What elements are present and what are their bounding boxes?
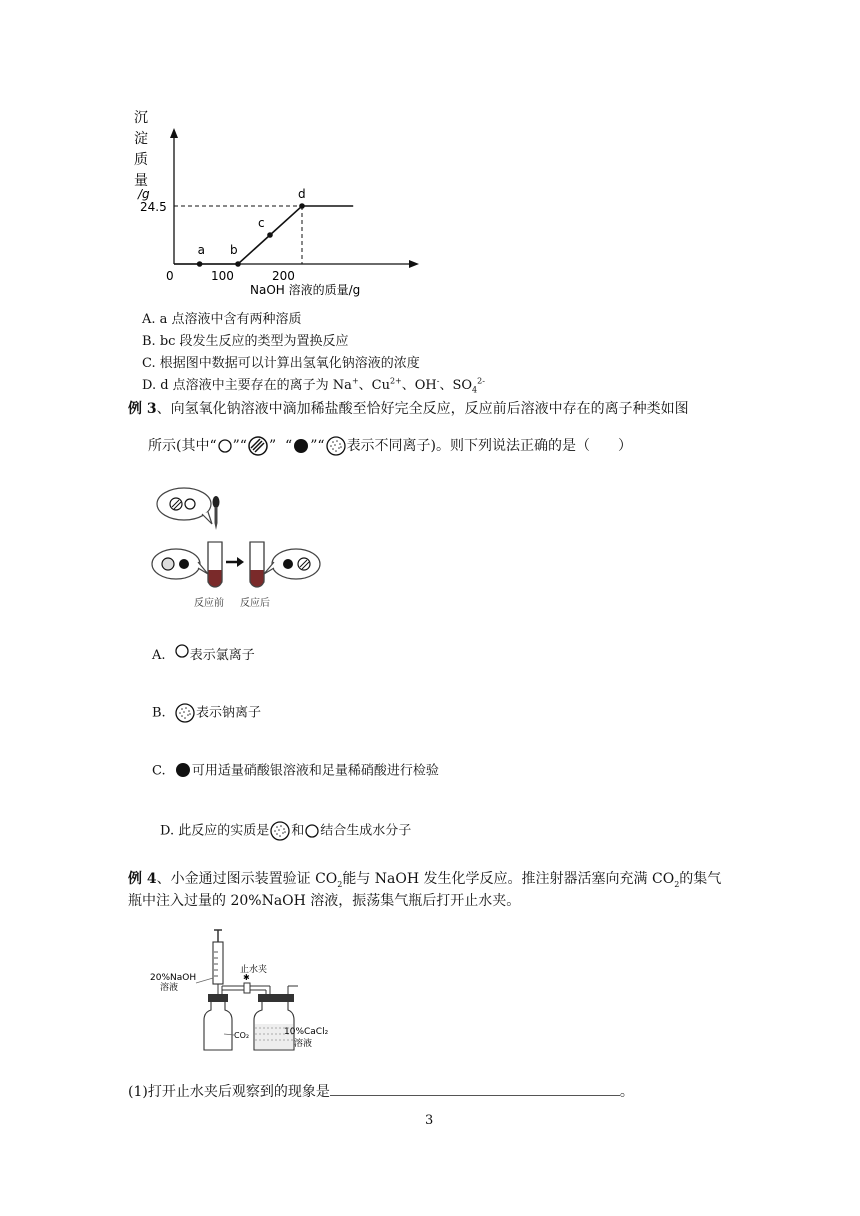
ex2-option-a: A. a 点溶液中含有两种溶质 [142,312,302,327]
x-tick-100: 100 [211,269,234,283]
ex3-option-b-text: 表示钠离子 [195,705,261,721]
clamp-icon: ✱ [243,973,250,982]
ex3-label: 例 3 [128,401,157,417]
point-label-c: c [258,216,265,230]
cacl2-label-2: 溶液 [294,1039,313,1049]
naoh-label-1: 20%NaOH [150,973,197,983]
co2-subscript-1: 2 [337,879,343,889]
dotted-circle-icon [325,435,347,457]
solid-circle-icon [292,437,310,455]
ex3-stem2-b: 表示不同离子)。则下列说法正确的是（ ） [346,438,633,454]
ex3-option-c-text: 可用适量硝酸银溶液和足量稀硝酸进行检验 [191,763,439,779]
bubble-open-ion [185,499,195,509]
y-label-3: 质 [134,152,148,168]
so4-subscript: 4 [472,385,478,395]
co2-label: CO₂ [234,1031,250,1040]
right-stopper [258,994,294,1002]
y-tick-label: 24.5 [140,200,167,214]
dotted-circle-icon [269,820,291,842]
left-bottle [204,1002,232,1050]
ex2-option-d-so: 、SO [439,378,473,393]
after-solid-ion [283,559,293,569]
ex4-question-1 [128,1081,634,1102]
after-hatched-ion [298,558,310,570]
label-after: 反应后 [240,598,270,609]
answer-blank[interactable] [330,1081,620,1096]
left-stopper [208,994,228,1002]
ex2-option-d-prefix: D. d 点溶液中主要存在的离子为 Na [142,378,352,393]
quote-close-3: ” [310,438,318,454]
precipitate-chart [120,100,420,300]
y-label-5: /g [138,187,150,201]
point-label-d: d [298,187,306,201]
clamp [244,983,250,993]
ex3-stem-line2 [148,435,632,457]
open-circle-icon [304,823,320,839]
point-label-a: a [197,243,205,257]
ex3-option-d-text: 结合生成水分子 [320,823,412,839]
y-label-1: 沉 [134,110,148,126]
ex2-option-b: B. bc 段发生反应的类型为置换反应 [142,334,349,349]
label-before: 反应前 [194,598,224,609]
hatched-circle-icon [247,435,269,457]
ex3-option-c [152,762,439,781]
naoh-label-2: 溶液 [160,983,179,993]
dropper-bulb [213,496,220,508]
co2-subscript-2: 2 [674,879,680,889]
ex4-q1-end: 。 [619,1084,634,1100]
cu-charge: 2+ [389,376,402,386]
ex3-option-c-prefix: C. [152,763,166,779]
chart-svg [120,100,420,300]
ex4-stem1b: 能与 NaOH 发生化学反应。推注射器活塞向充满 CO [342,871,675,887]
solid-circle-icon [174,762,192,780]
ex3-option-d [160,820,411,842]
clamp-label: 止水夹 [240,965,268,975]
ex2-option-d-cu: 、Cu [358,378,390,393]
before-bubble [152,549,200,579]
ex4-stem1: 、小金通过图示装置验证 CO [156,871,338,887]
ex4-stem1c: 的集气 [679,871,722,887]
x-axis-arrow [409,260,419,268]
quote-open-3: “ [285,438,293,454]
x-axis-label: NaOH 溶液的质量/g [250,283,361,297]
x-tick-200: 200 [272,269,295,283]
page-number: 3 [425,1113,434,1128]
cacl2-label-1: 10%CaCl₂ [284,1027,329,1037]
reaction-figure-svg [150,482,330,612]
quote-open-2: “ [239,438,247,454]
y-label-2: 淀 [134,131,148,147]
dotted-circle-icon [174,702,196,724]
ex3-option-d-prefix: D. 此反应的实质是 [160,823,270,839]
quote-open-4: “ [317,438,325,454]
point-a [197,261,203,267]
reaction-arrow [237,557,244,567]
y-label-4: 量 [134,173,148,189]
apparatus-figure [148,928,348,1058]
ex2-option-d-oh: 、OH [401,378,437,393]
point-c [267,232,273,238]
quote-close-2: ” [268,438,277,454]
apparatus-svg [148,928,348,1058]
bubble-hatched-ion [170,498,182,510]
open-circle-icon [174,644,190,660]
x-tick-0: 0 [166,269,174,283]
syringe-barrel [213,942,223,984]
before-dotted-ion [162,558,174,570]
y-axis-arrow [170,128,178,138]
ex4-stem-line1 [128,869,721,889]
ex2-option-c: C. 根据图中数据可以计算出氢氧化钠溶液的浓度 [142,356,420,371]
before-solid-ion [179,559,189,569]
ex3-option-a [152,644,255,665]
ex3-stem1: 、向氢氧化钠溶液中滴加稀盐酸至恰好完全反应，反应前后溶液中存在的离子种类如图 [156,401,689,417]
ex3-option-d-and: 和 [291,823,305,839]
so4-charge: 2- [477,376,485,386]
ex3-stem-line1 [128,399,689,419]
ex4-q1-text: (1)打开止水夹后观察到的现象是 [128,1084,330,1100]
point-label-b: b [230,243,238,257]
ex3-option-b [152,702,261,724]
open-circle-icon [217,438,233,454]
na-charge: + [351,376,359,386]
ex4-label: 例 4 [128,871,157,887]
after-bubble [272,549,320,579]
ex3-stem2-a: 所示(其中“ [148,438,217,454]
ex3-option-a-text: 表示氯离子 [189,648,255,663]
ex4-stem-line2: 瓶中注入过量的 20%NaOH 溶液，振荡集气瓶后打开止水夹。 [128,893,521,909]
oh-charge: - [436,376,440,386]
quote-close-1: ” [232,438,240,454]
ex2-option-d [142,377,485,395]
reaction-figure [150,482,330,612]
ex3-option-b-prefix: B. [152,705,166,721]
point-d [299,203,305,209]
point-b [235,261,241,267]
ex3-option-a-prefix: A. [152,648,166,663]
